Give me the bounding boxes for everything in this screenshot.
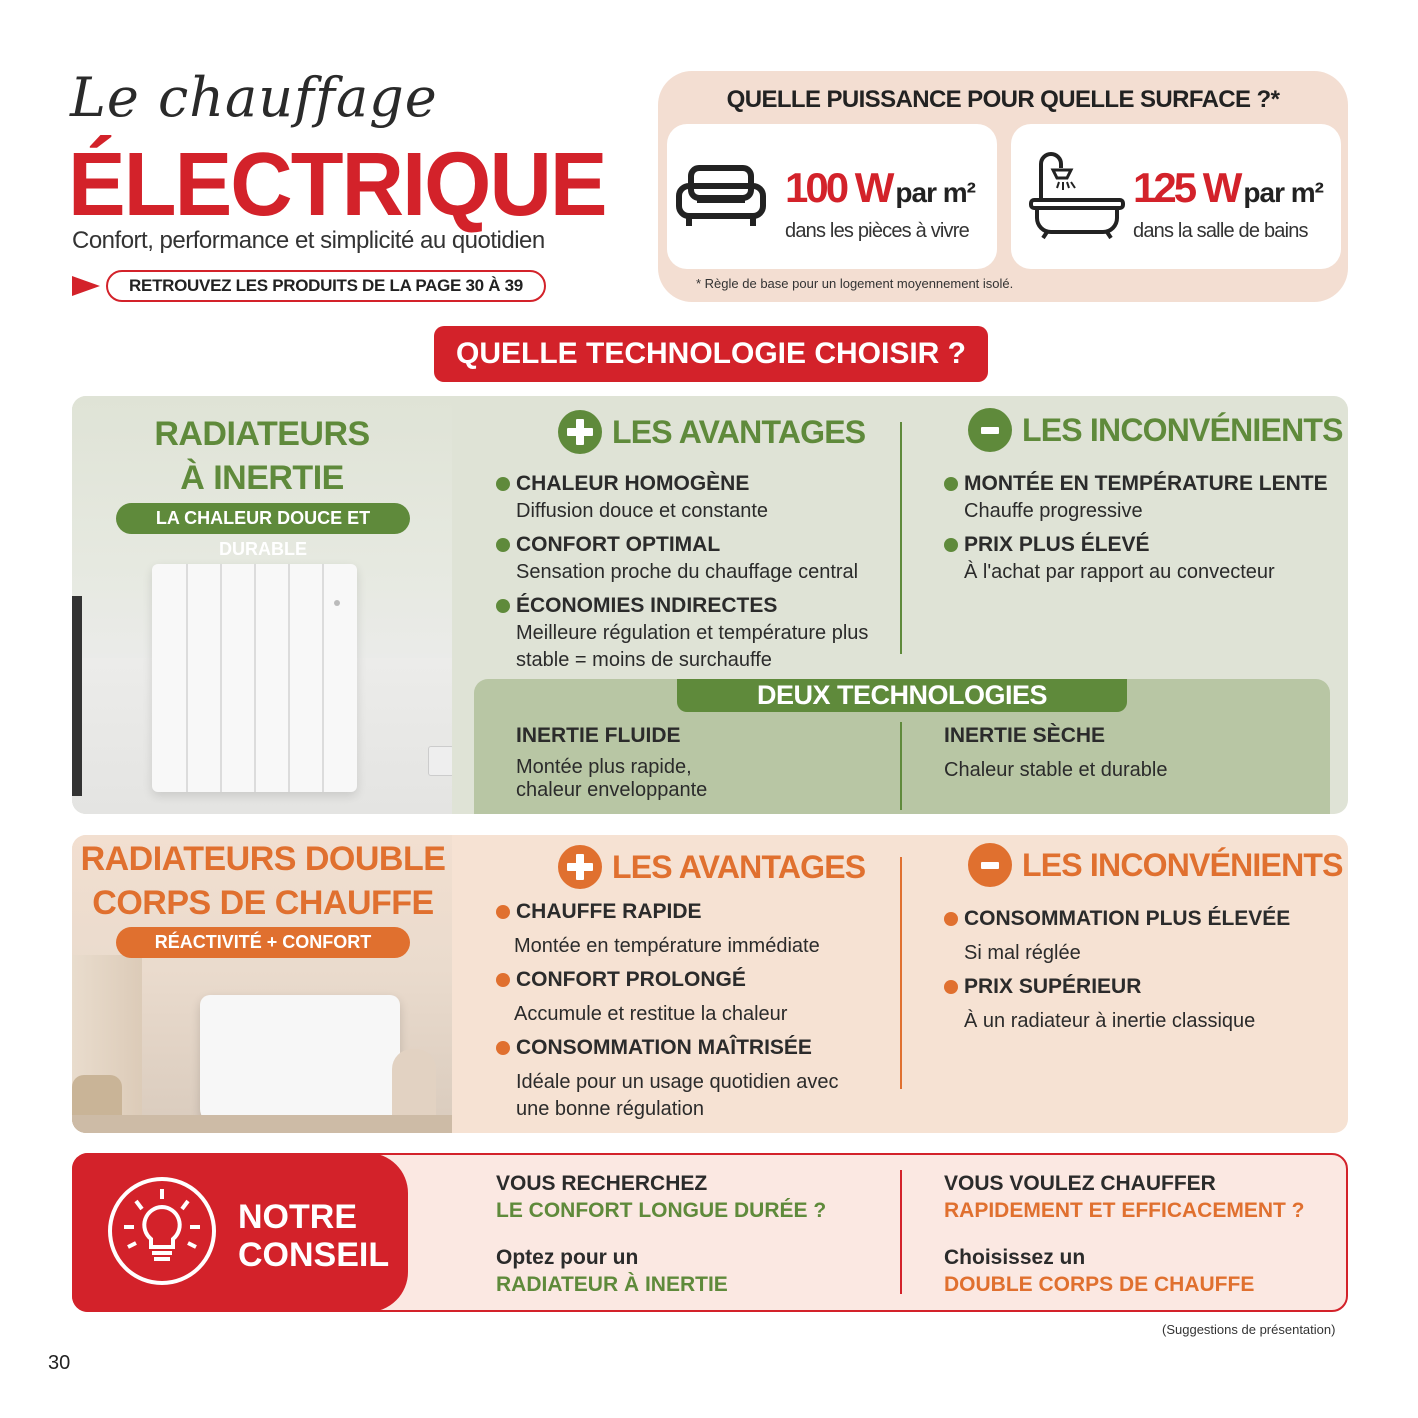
list-item-desc: Si mal réglée bbox=[964, 942, 1081, 964]
inconvenients-label: LES INCONVÉNIENTS bbox=[1022, 846, 1343, 883]
inertie-seche-title: INERTIE SÈCHE bbox=[944, 724, 1106, 747]
divider bbox=[900, 857, 902, 1089]
bullet-icon bbox=[496, 905, 510, 919]
list-item-desc: une bonne régulation bbox=[516, 1098, 704, 1120]
bathtub-icon bbox=[1029, 150, 1125, 240]
rule-note: * Règle de base pour un logement moyennement isolé. bbox=[696, 276, 1014, 291]
page-title: ÉLECTRIQUE bbox=[68, 135, 606, 235]
divider bbox=[900, 1170, 902, 1294]
minus-icon bbox=[968, 408, 1012, 452]
panel-double-title-2: CORPS DE CHAUFFE bbox=[92, 884, 434, 922]
list-item-desc: Diffusion douce et constante bbox=[516, 500, 769, 522]
conseil-right-a2: DOUBLE CORPS DE CHAUFFE bbox=[944, 1273, 1255, 1296]
bullet-icon bbox=[944, 980, 958, 994]
lightbulb-icon bbox=[106, 1175, 218, 1287]
watt-unit: par m² bbox=[895, 177, 975, 208]
conseil-right-q1: VOUS VOULEZ CHAUFFER bbox=[944, 1172, 1216, 1195]
power-card-bathroom bbox=[1011, 124, 1341, 269]
bullet-icon bbox=[944, 477, 958, 491]
list-item-desc: stable = moins de surchauffe bbox=[516, 649, 772, 671]
plus-icon bbox=[558, 410, 602, 454]
arrow-right-icon bbox=[72, 276, 100, 296]
avantages-label: LES AVANTAGES bbox=[612, 848, 866, 885]
divider bbox=[900, 422, 902, 654]
list-item: CONFORT PROLONGÉ bbox=[496, 968, 746, 992]
avantages-heading bbox=[558, 410, 865, 454]
bullet-icon bbox=[496, 538, 510, 552]
conseil-label: NOTRE CONSEIL bbox=[238, 1198, 390, 1274]
list-item: MONTÉE EN TEMPÉRATURE LENTE bbox=[944, 472, 1328, 496]
list-item-desc: À l'achat par rapport au convecteur bbox=[964, 561, 1275, 583]
watt-value: 100 W bbox=[785, 164, 892, 211]
inertie-fluide-title: INERTIE FLUIDE bbox=[516, 724, 681, 747]
conseil-left-q2: LE CONFORT LONGUE DURÉE ? bbox=[496, 1199, 827, 1222]
list-item-desc: Chauffe progressive bbox=[964, 500, 1143, 522]
list-item-desc: Accumule et restitue la chaleur bbox=[514, 1003, 788, 1025]
suggestion-note: (Suggestions de présentation) bbox=[1162, 1322, 1336, 1337]
avantages-heading bbox=[558, 845, 865, 889]
power-desc: dans les pièces à vivre bbox=[785, 220, 969, 242]
panel-inertie-title-2: À INERTIE bbox=[180, 459, 344, 497]
deux-technologies-title: DEUX TECHNOLOGIES bbox=[677, 679, 1127, 712]
conseil-left-a2: RADIATEUR À INERTIE bbox=[496, 1273, 728, 1296]
panel-double-pill: RÉACTIVITÉ + CONFORT bbox=[116, 927, 410, 958]
conseil-left-q1: VOUS RECHERCHEZ bbox=[496, 1172, 708, 1195]
divider bbox=[900, 722, 902, 810]
subtitle: Confort, performance et simplicité au quotidien bbox=[72, 227, 545, 254]
list-item: CHALEUR HOMOGÈNE bbox=[496, 472, 749, 496]
socket-icon bbox=[428, 746, 452, 776]
list-item-desc: Meilleure régulation et température plus bbox=[516, 622, 869, 644]
page-number: 30 bbox=[48, 1352, 71, 1374]
watt-value: 125 W bbox=[1133, 164, 1240, 211]
panel-double-title-1: RADIATEURS DOUBLE bbox=[80, 840, 446, 878]
inconvenients-label: LES INCONVÉNIENTS bbox=[1022, 411, 1343, 448]
bullet-icon bbox=[496, 1041, 510, 1055]
power-title: QUELLE PUISSANCE POUR QUELLE SURFACE ?* bbox=[726, 86, 1280, 113]
inconvenients-heading bbox=[968, 408, 1343, 452]
minus-icon bbox=[968, 843, 1012, 887]
panel-inertie-pill: LA CHALEUR DOUCE ET DURABLE bbox=[116, 503, 410, 534]
bullet-icon bbox=[496, 477, 510, 491]
list-item: CONSOMMATION MAÎTRISÉE bbox=[496, 1036, 812, 1060]
list-item: PRIX PLUS ÉLEVÉ bbox=[944, 533, 1150, 557]
retrouvez-link[interactable]: RETROUVEZ LES PRODUITS DE LA PAGE 30 À 39 bbox=[106, 270, 546, 302]
bullet-icon bbox=[944, 538, 958, 552]
power-desc: dans la salle de bains bbox=[1133, 220, 1308, 242]
bullet-icon bbox=[496, 973, 510, 987]
list-item-desc: Idéale pour un usage quotidien avec bbox=[516, 1071, 839, 1093]
conseil-left-a1: Optez pour un bbox=[496, 1246, 639, 1269]
bullet-icon bbox=[496, 599, 510, 613]
watt-unit: par m² bbox=[1243, 177, 1323, 208]
list-item-desc: À un radiateur à inertie classique bbox=[964, 1010, 1256, 1032]
conseil-right-a1: Choisissez un bbox=[944, 1246, 1086, 1269]
conseil-right-q2: RAPIDEMENT ET EFFICACEMENT ? bbox=[944, 1199, 1305, 1222]
avantages-label: LES AVANTAGES bbox=[612, 413, 866, 450]
inertie-seche-desc: Chaleur stable et durable bbox=[944, 759, 1168, 781]
title-script: Le chauffage bbox=[70, 66, 438, 129]
list-item: CONFORT OPTIMAL bbox=[496, 533, 720, 557]
inconvenients-heading bbox=[968, 843, 1343, 887]
tech-choice-button[interactable]: QUELLE TECHNOLOGIE CHOISIR ? bbox=[434, 326, 988, 382]
list-item: CHAUFFE RAPIDE bbox=[496, 900, 702, 924]
list-item: CONSOMMATION PLUS ÉLEVÉE bbox=[944, 907, 1290, 931]
list-item: PRIX SUPÉRIEUR bbox=[944, 975, 1141, 999]
list-item-desc: Sensation proche du chauffage central bbox=[516, 561, 859, 583]
list-item: ÉCONOMIES INDIRECTES bbox=[496, 594, 777, 618]
list-item-desc: Montée en température immédiate bbox=[514, 935, 820, 957]
sofa-icon bbox=[675, 164, 767, 228]
plus-icon bbox=[558, 845, 602, 889]
panel-inertie-title-1: RADIATEURS bbox=[154, 415, 370, 453]
power-card-living bbox=[667, 124, 997, 269]
bullet-icon bbox=[944, 912, 958, 926]
inertie-fluide-desc-2: chaleur enveloppante bbox=[516, 779, 708, 801]
inertie-fluide-desc-1: Montée plus rapide, bbox=[516, 756, 692, 778]
